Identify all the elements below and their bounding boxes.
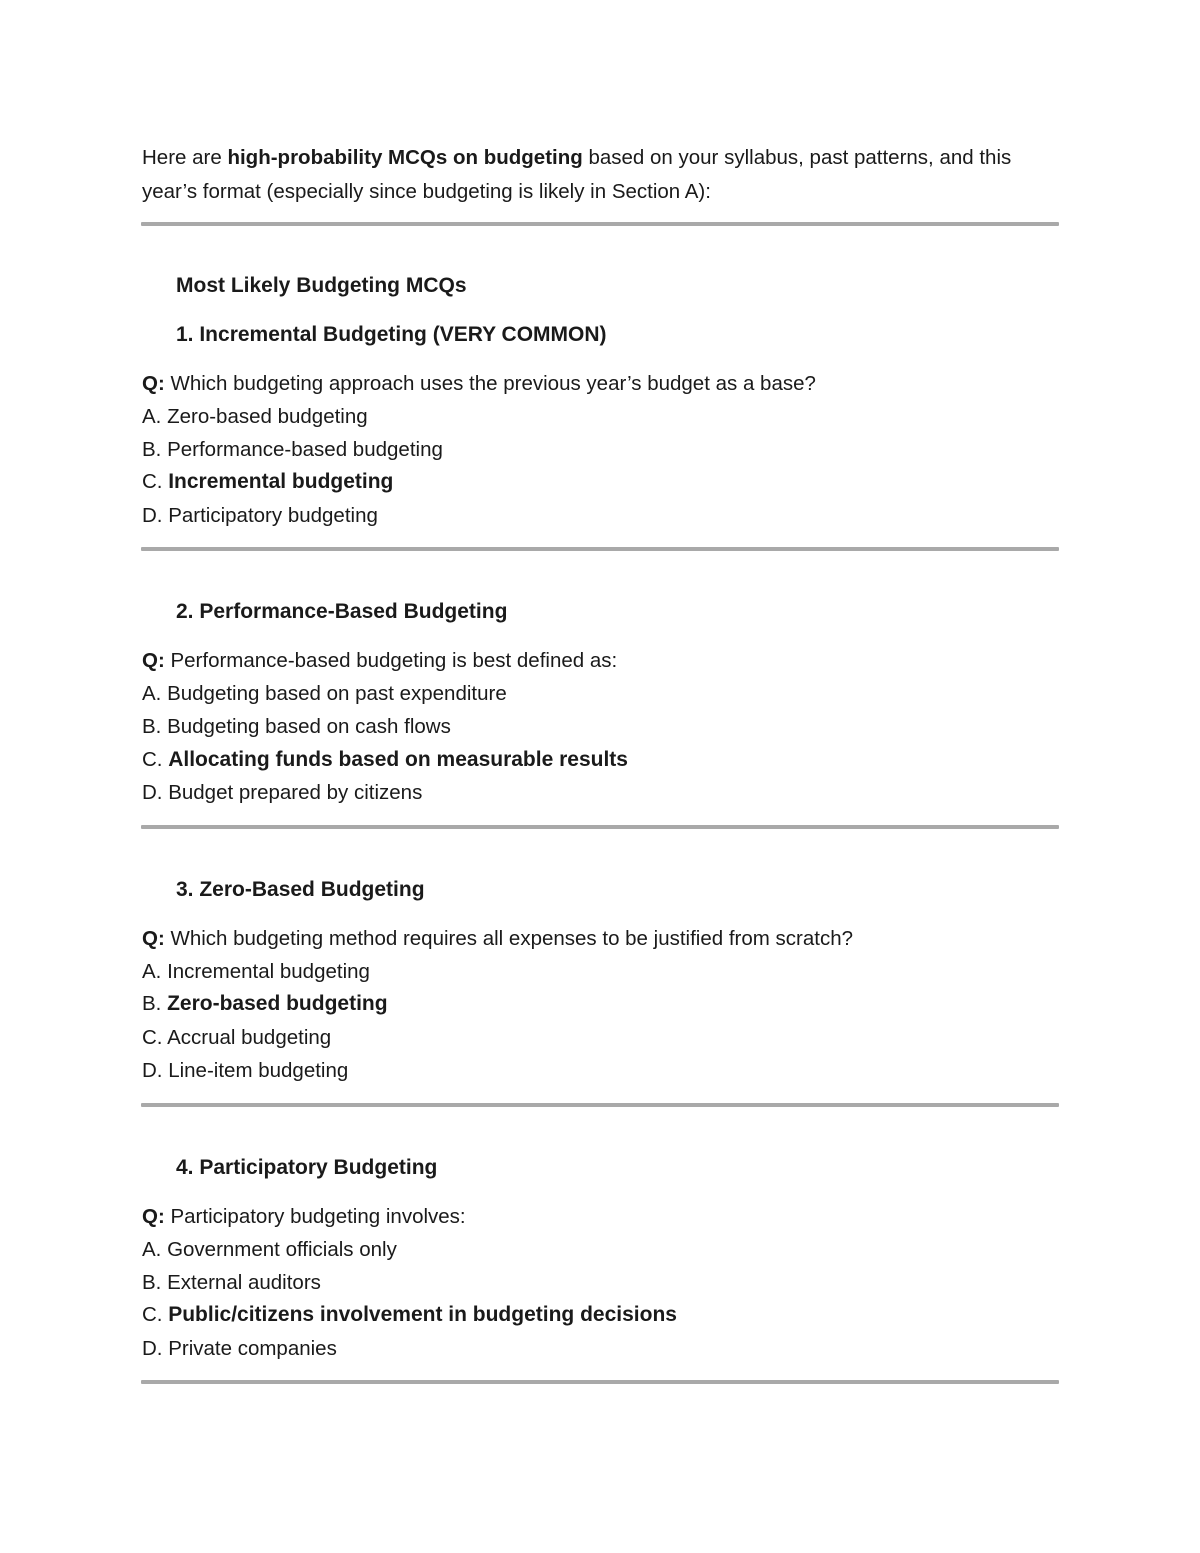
option-4d [142, 1335, 337, 1363]
divider [141, 825, 1059, 829]
option-text: External auditors [167, 1271, 321, 1294]
option-1d [142, 502, 378, 530]
question-heading-3: 3. Zero-Based Budgeting [176, 878, 425, 901]
option-letter: D. [142, 781, 169, 804]
option-letter: C. [142, 748, 169, 771]
option-letter: D. [142, 1059, 169, 1082]
option-text: Performance-based budgeting [167, 438, 443, 461]
intro-prefix: Here are [142, 146, 228, 169]
option-text: Line-item budgeting [168, 1059, 349, 1082]
question-heading-1: 1. Incremental Budgeting (VERY COMMON) [176, 323, 607, 346]
q-label: Q: [142, 372, 165, 395]
question-body: Participatory budgeting involves: [164, 1205, 466, 1228]
option-letter: A. [142, 960, 168, 983]
option-text: Accrual budgeting [167, 1026, 332, 1049]
option-letter: D. [142, 504, 169, 527]
option-3b [142, 990, 388, 1018]
option-1b [142, 436, 443, 464]
section-title: Most Likely Budgeting MCQs [176, 274, 467, 297]
option-3a [142, 958, 370, 986]
question-text-3 [142, 925, 853, 953]
q-label: Q: [142, 649, 165, 672]
option-4a [142, 1236, 397, 1264]
question-text-1 [142, 370, 816, 398]
option-text: Budget prepared by citizens [168, 781, 423, 804]
intro-rest: based on your syllabus, past patterns, and this [582, 146, 1012, 169]
option-letter: B. [142, 992, 168, 1015]
option-letter: B. [142, 715, 168, 738]
option-text: Zero-based budgeting [167, 405, 368, 428]
correct-answer-text: Zero-based budgeting [167, 992, 388, 1015]
divider [141, 1380, 1059, 1384]
q-label: Q: [142, 1205, 165, 1228]
question-body: Performance-based budgeting is best defined as: [164, 649, 618, 672]
intro-bold: high-probability MCQs on budgeting [227, 146, 583, 169]
question-body: Which budgeting approach uses the previous year’s budget as a base? [164, 372, 816, 395]
option-letter: C. [142, 1303, 169, 1326]
option-text: Incremental budgeting [167, 960, 370, 983]
option-letter: A. [142, 682, 168, 705]
intro-line2: year’s format (especially since budgeting is likely in Section A): [142, 180, 711, 203]
option-text: Government officials only [167, 1238, 397, 1261]
option-3d [142, 1057, 348, 1085]
option-letter: C. [142, 470, 169, 493]
option-1a [142, 403, 368, 431]
question-body: Which budgeting method requires all expenses to be justified from scratch? [164, 927, 854, 950]
option-letter: A. [142, 405, 168, 428]
option-4b [142, 1269, 321, 1297]
option-2c [142, 746, 628, 774]
correct-answer-text: Incremental budgeting [168, 470, 394, 493]
option-text: Participatory budgeting [168, 504, 378, 527]
option-letter: D. [142, 1337, 169, 1360]
question-heading-4: 4. Participatory Budgeting [176, 1156, 438, 1179]
correct-answer-text: Public/citizens involvement in budgeting decisions [168, 1303, 677, 1326]
divider [141, 547, 1059, 551]
option-letter: C. [142, 1026, 168, 1049]
question-text-2 [142, 647, 617, 675]
option-2a [142, 680, 507, 708]
correct-answer-text: Allocating funds based on measurable results [168, 748, 628, 771]
question-heading-2: 2. Performance-Based Budgeting [176, 600, 508, 623]
option-1c [142, 468, 393, 496]
option-text: Private companies [168, 1337, 337, 1360]
q-label: Q: [142, 927, 165, 950]
intro-paragraph [142, 141, 1062, 209]
option-4c [142, 1301, 677, 1329]
option-text: Budgeting based on cash flows [167, 715, 451, 738]
option-2d [142, 779, 422, 807]
option-2b [142, 713, 451, 741]
question-text-4 [142, 1203, 466, 1231]
option-3c [142, 1024, 331, 1052]
divider [141, 222, 1059, 226]
divider [141, 1103, 1059, 1107]
option-letter: A. [142, 1238, 168, 1261]
option-letter: B. [142, 1271, 168, 1294]
option-text: Budgeting based on past expenditure [167, 682, 507, 705]
option-letter: B. [142, 438, 168, 461]
